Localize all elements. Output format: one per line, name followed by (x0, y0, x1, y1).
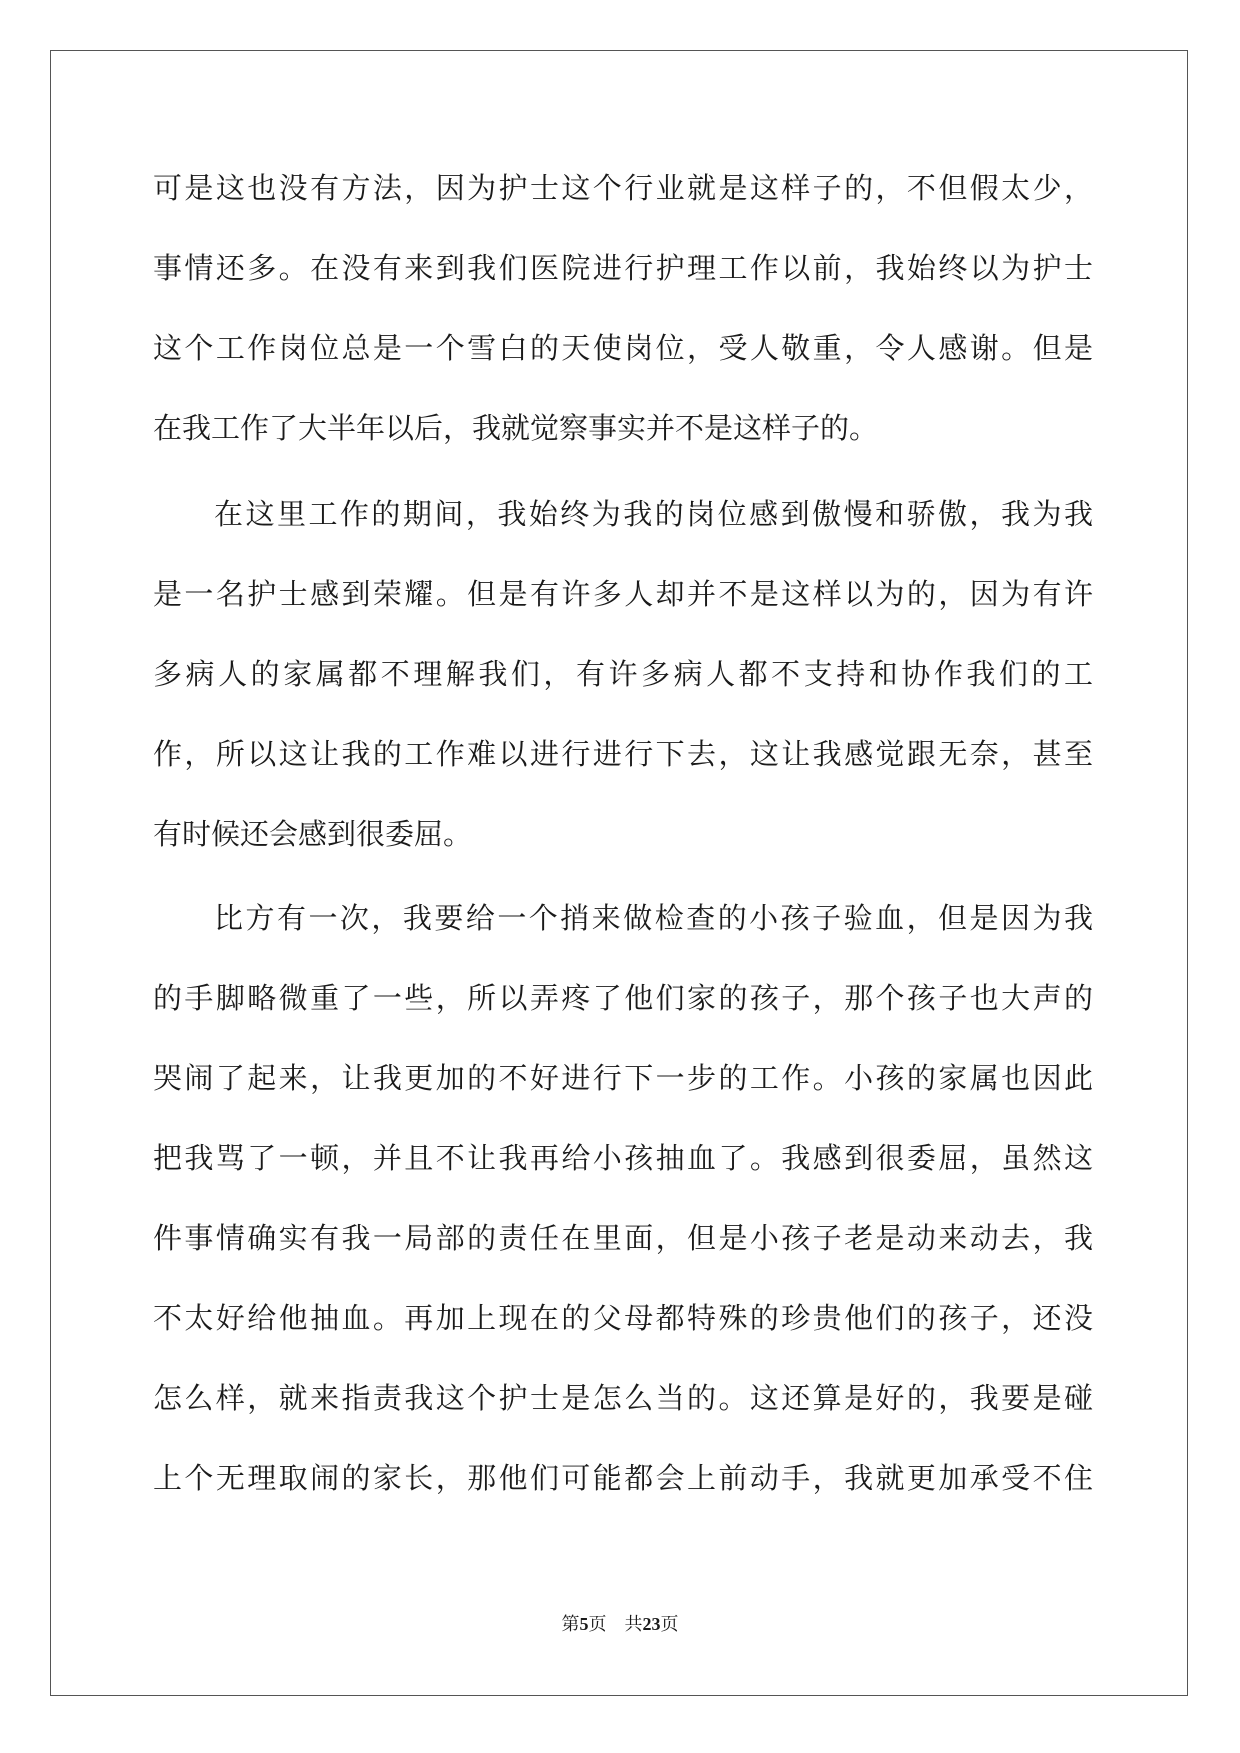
footer-total-suffix: 页 (660, 1614, 679, 1635)
text-line: 在我工作了大半年以后，我就觉察事实并不是这样子的。 (153, 411, 879, 445)
text-line: 可是这也没有方法，因为护士这个行业就是这样子的，不但假太少， (153, 171, 1093, 205)
page-footer (0, 1612, 1240, 1637)
text-line: 多病人的家属都不理解我们，有许多病人都不支持和协作我们的工 (153, 657, 1093, 691)
total-page-count: 23 (642, 1614, 661, 1634)
text-line: 把我骂了一顿，并且不让我再给小孩抽血了。我感到很委屈，虽然这 (153, 1141, 1093, 1175)
text-line: 是一名护士感到荣耀。但是有许多人却并不是这样以为的，因为有许 (153, 577, 1093, 611)
text-line: 怎么样，就来指责我这个护士是怎么当的。这还算是好的，我要是碰 (153, 1381, 1093, 1415)
footer-page-suffix: 页 (588, 1614, 607, 1635)
text-line: 作，所以这让我的工作难以进行进行下去，这让我感觉跟无奈，甚至 (153, 737, 1093, 771)
footer-prefix: 第 (561, 1614, 580, 1635)
paragraph-first-line: 在这里工作的期间，我始终为我的岗位感到傲慢和骄傲，我为我 (214, 497, 1093, 531)
paragraph-first-line: 比方有一次，我要给一个捎来做检查的小孩子验血，但是因为我 (214, 901, 1093, 935)
text-line: 的手脚略微重了一些，所以弄疼了他们家的孩子，那个孩子也大声的 (153, 981, 1093, 1015)
text-line: 上个无理取闹的家长，那他们可能都会上前动手，我就更加承受不住 (153, 1461, 1093, 1495)
text-line: 件事情确实有我一局部的责任在里面，但是小孩子老是动来动去，我 (153, 1221, 1093, 1255)
text-line: 哭闹了起来，让我更加的不好进行下一步的工作。小孩的家属也因此 (153, 1061, 1093, 1095)
text-line: 有时候还会感到很委屈。 (153, 817, 473, 851)
text-line: 这个工作岗位总是一个雪白的天使岗位，受人敬重，令人感谢。但是 (153, 331, 1093, 365)
current-page-number: 5 (579, 1614, 589, 1634)
text-line: 事情还多。在没有来到我们医院进行护理工作以前，我始终以为护士 (153, 251, 1093, 285)
footer-total-prefix: 共 (624, 1614, 643, 1635)
text-line: 不太好给他抽血。再加上现在的父母都特殊的珍贵他们的孩子，还没 (153, 1301, 1093, 1335)
page-border (50, 50, 1188, 1696)
